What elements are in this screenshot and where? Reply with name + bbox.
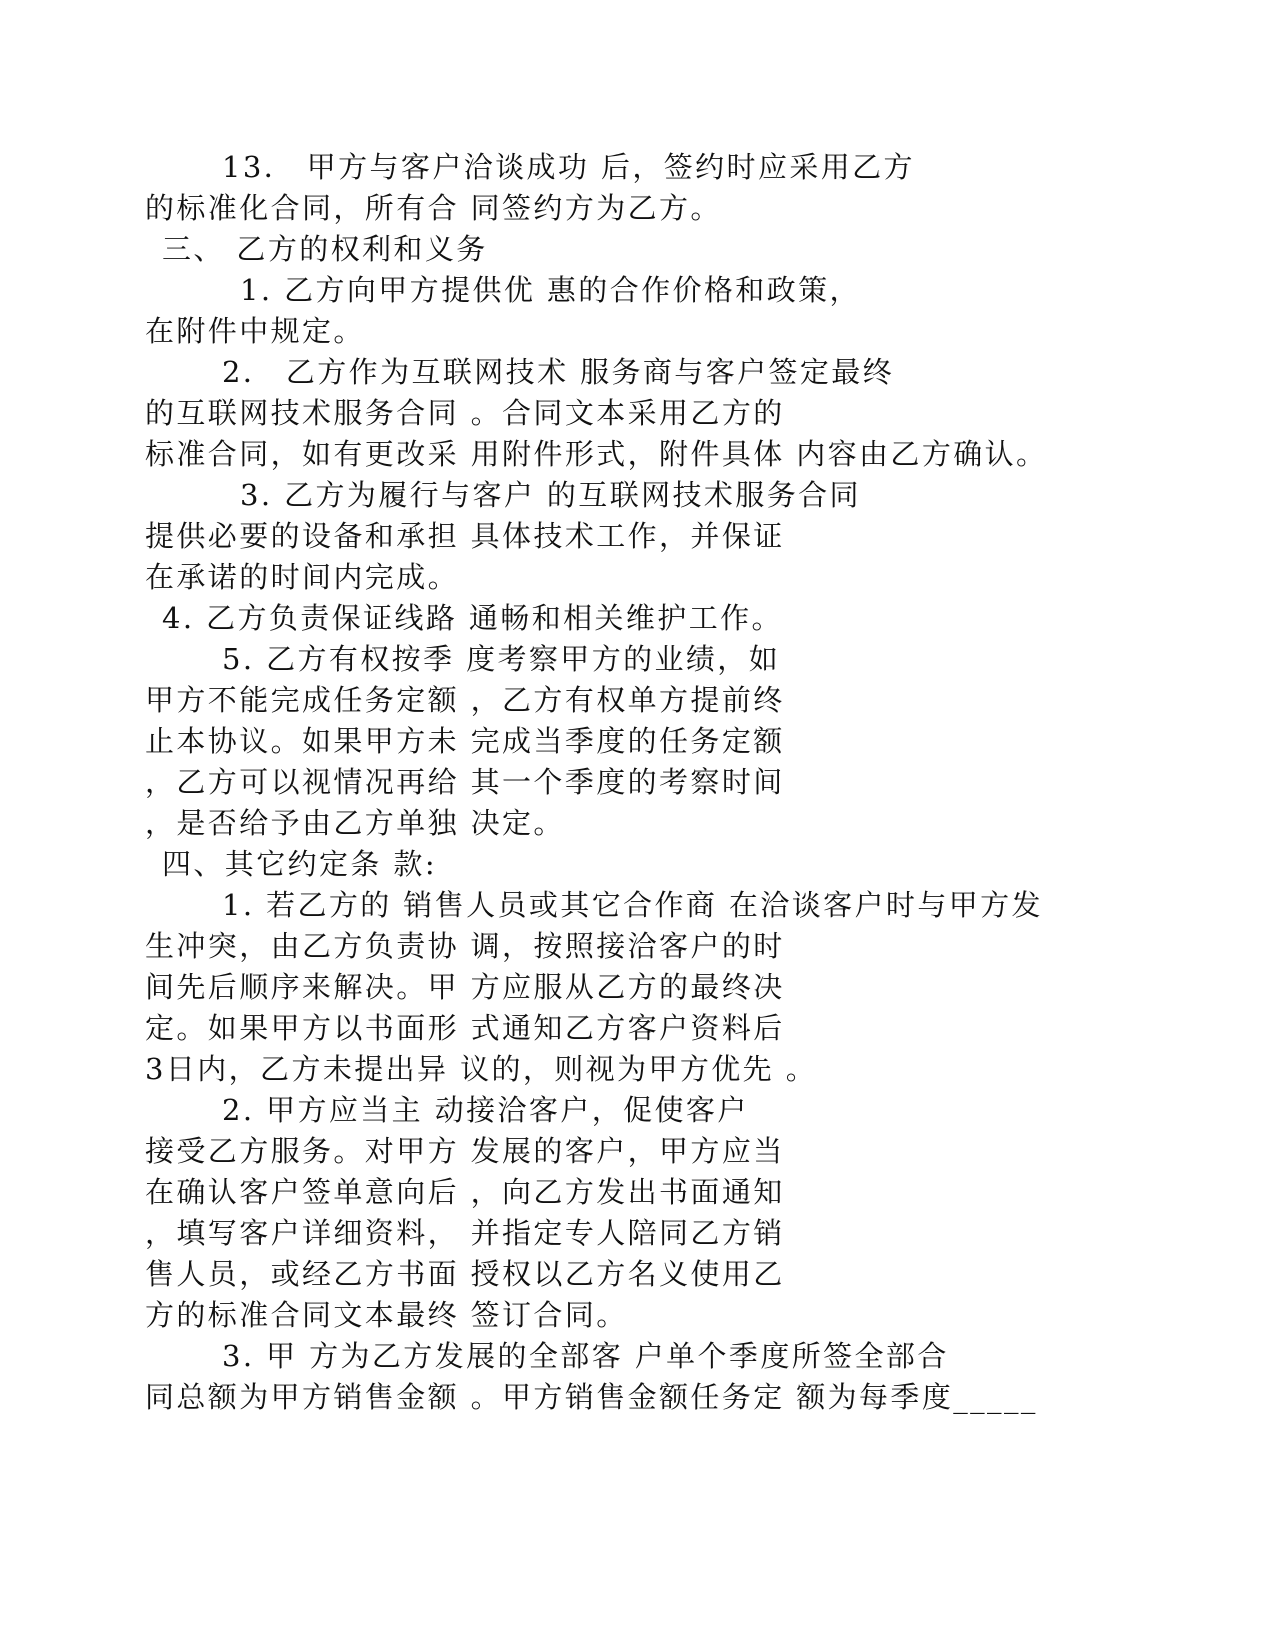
section-heading: 三、 乙方的权利和义务 xyxy=(162,232,488,266)
text-line: 3日内，乙方未提出异 议的，则视为甲方优先 。 xyxy=(145,1052,818,1086)
text-line: 在附件中规定。 xyxy=(145,314,365,348)
text-line: ，是否给予由乙方单独 决定。 xyxy=(145,806,565,840)
text-line: 13． 甲方与客户洽谈成功 后，签约时应采用乙方 xyxy=(222,150,915,184)
text-line: 在承诺的时间内完成。 xyxy=(145,560,460,594)
text-line: 4. 乙方负责保证线路 通畅和相关维护工作。 xyxy=(162,601,783,635)
text-line: 2. 甲方应当主 动接洽客户，促使客户 xyxy=(222,1093,749,1127)
text-line: 1. 乙方向甲方提供优 惠的合作价格和政策， xyxy=(240,273,861,307)
text-line: 甲方不能完成任务定额 ，乙方有权单方提前终 xyxy=(145,683,785,717)
text-line: 3. 乙方为履行与客户 的互联网技术服务合同 xyxy=(240,478,861,512)
text-line: 提供必要的设备和承担 具体技术工作，并保证 xyxy=(145,519,785,553)
text-line: 售人员，或经乙方书面 授权以乙方名义使用乙 xyxy=(145,1257,785,1291)
text-line: 标准合同，如有更改采 用附件形式，附件具体 内容由乙方确认。 xyxy=(145,437,1048,471)
text-line: 止本协议。如果甲方未 完成当季度的任务定额 xyxy=(145,724,785,758)
text-line: 生冲突，由乙方负责协 调，按照接洽客户的时 xyxy=(145,929,785,963)
text-line: 5. 乙方有权按季 度考察甲方的业绩，如 xyxy=(222,642,781,676)
text-line: ，填写客户详细资料， 并指定专人陪同乙方销 xyxy=(145,1216,785,1250)
text-line: 的标准化合同，所有合 同签约方为乙方。 xyxy=(145,191,722,225)
text-line: 同总额为甲方销售金额 。甲方销售金额任务定 额为每季度_____ xyxy=(145,1380,1038,1414)
text-line: 在确认客户签单意向后 ，向乙方发出书面通知 xyxy=(145,1175,785,1209)
text-line: 2． 乙方作为互联网技术 服务商与客户签定最终 xyxy=(222,355,895,389)
text-line: 的互联网技术服务合同 。合同文本采用乙方的 xyxy=(145,396,785,430)
text-line: 接受乙方服务。对甲方 发展的客户，甲方应当 xyxy=(145,1134,785,1168)
section-heading: 四、其它约定条 款: xyxy=(162,847,437,881)
text-line: 定。如果甲方以书面形 式通知乙方客户资料后 xyxy=(145,1011,785,1045)
text-line: 间先后顺序来解决。甲 方应服从乙方的最终决 xyxy=(145,970,785,1004)
text-line: 1. 若乙方的 销售人员或其它合作商 在洽谈客户时与甲方发 xyxy=(222,888,1043,922)
text-line: 3. 甲 方为乙方发展的全部客 户单个季度所签全部合 xyxy=(222,1339,949,1373)
text-line: 方的标准合同文本最终 签订合同。 xyxy=(145,1298,628,1332)
text-line: ，乙方可以视情况再给 其一个季度的考察时间 xyxy=(145,765,785,799)
